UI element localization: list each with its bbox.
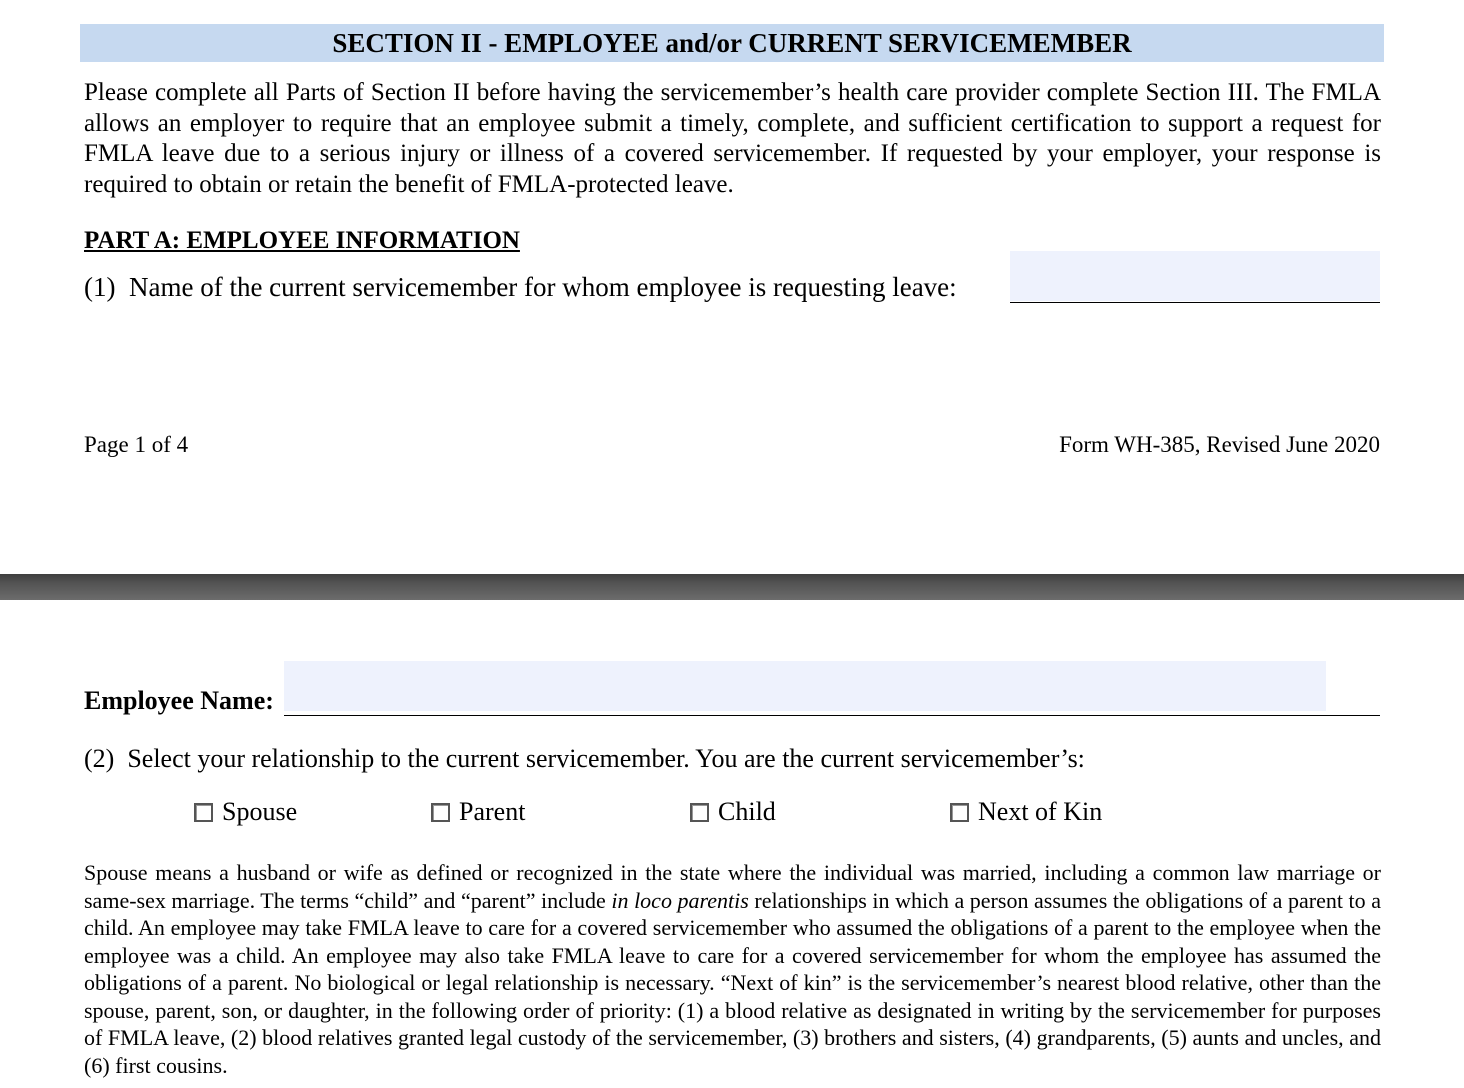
employee-name-input[interactable]	[284, 661, 1326, 711]
next-of-kin-checkbox[interactable]	[950, 803, 969, 822]
spouse-label: Spouse	[222, 797, 298, 826]
spouse-checkbox[interactable]	[194, 803, 213, 822]
page-separator	[0, 574, 1464, 600]
part-a-heading: PART A: EMPLOYEE INFORMATION	[84, 227, 520, 254]
intro-paragraph: Please complete all Parts of Section II before having the servicemember’s health care provider complete Section III. The FMLA allows an employer to require that an employee submit a timely, complete, and sufficient certification to support a request for FMLA leave due to a serious injury or illness of a covered servicemember. If requested by your employer, your response is required to obtain or retain the benefit of FMLA-protected leave.	[84, 79, 1381, 198]
relationship-option-parent[interactable]	[431, 797, 525, 827]
child-checkbox[interactable]	[690, 803, 709, 822]
question-1-text: Name of the current servicemember for whom employee is requesting leave:	[128, 272, 957, 302]
relationship-definitions	[84, 859, 1381, 1079]
employee-name-underline	[284, 715, 1380, 716]
page-number: Page 1 of 4	[84, 432, 189, 457]
relationship-option-child[interactable]	[690, 797, 776, 827]
relationship-option-spouse[interactable]	[194, 797, 297, 827]
servicemember-name-input[interactable]	[1010, 251, 1380, 301]
question-1-number: (1)	[84, 272, 116, 302]
form-identifier: Form WH-385, Revised June 2020	[1059, 432, 1380, 457]
question-1	[84, 272, 957, 303]
child-label: Child	[718, 797, 776, 826]
next-of-kin-label: Next of Kin	[978, 797, 1103, 826]
relationship-option-next-of-kin[interactable]	[950, 797, 1102, 827]
section-header: SECTION II - EMPLOYEE and/or CURRENT SERVICEMEMBER	[80, 24, 1384, 62]
question-2	[84, 744, 1085, 774]
employee-name-label: Employee Name:	[84, 686, 274, 715]
question-2-number: (2)	[84, 744, 115, 773]
question-2-text: Select your relationship to the current servicemember. You are the current servicemember’s:	[127, 744, 1085, 773]
definitions-text-2: relationships in which a person assumes the obligations of a parent to a child. An employee may take FMLA leave to care for a covered servicemember who assumed the obligations of a parent to the employee when the employee was a child. An employee may also take FMLA leave to care for a covered servicemember for whom the employee has assumed the obligations of a parent. No biological or legal relationship is necessary. “Next of kin” is the servicemember’s nearest blood relative, other than the spouse, parent, son, or daughter, in the following order of priority: (1) a blood relative as designated in writing by the servicemember for purposes of FMLA leave, (2) blood relatives granted legal custody of the servicemember, (3) brothers and sisters, (4) grandparents, (5) aunts and uncles, and (6) first cousins.	[84, 887, 1381, 1078]
servicemember-name-underline	[1010, 302, 1380, 303]
parent-checkbox[interactable]	[431, 803, 450, 822]
definitions-text-1: Spouse means a husband or wife as defined or recognized in the state where the individual was married, including a common law marriage or same-sex marriage. The terms “child” and “parent” include	[84, 860, 1381, 913]
definitions-italic-term: in loco parentis	[611, 887, 749, 913]
parent-label: Parent	[459, 797, 526, 826]
